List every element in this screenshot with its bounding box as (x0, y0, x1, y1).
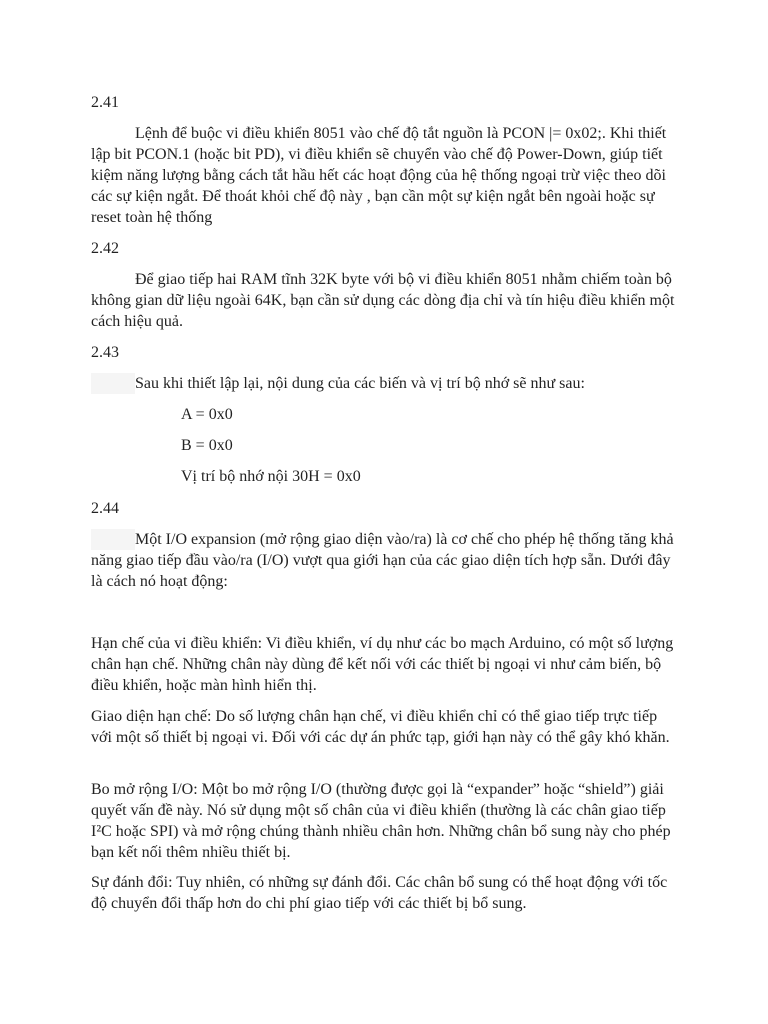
value-line-30h: Vị trí bộ nhớ nội 30H = 0x0 (181, 468, 361, 485)
section-number-2-42: 2.42 (91, 240, 119, 257)
point-microcontroller-limits: Hạn chế của vi điều khiển: Vi điều khiển, ví dụ như các bo mạch Arduino, có một số lượng chân hạn chế. Những chân này dùng để kết nối với các thiết bị ngoại vi như cảm biến, bộ điều khiển, hoặc màn hình hiển thị. (91, 635, 674, 694)
section-number-2-43: 2.43 (91, 344, 119, 361)
point-io-expansion-board: Bo mở rộng I/O: Một bo mở rộng I/O (thường được gọi là “expander” hoặc “shield”) giải quyết vấn đề này. Nó sử dụng một số chân của vi điều khiển (thường là các chân giao tiếp I²C hoặc SPI) và mở rộng chúng thành nhiều chân hơn. Những chân bổ sung này cho phép bạn kết nối thêm nhiều thiết bị. (91, 781, 671, 861)
section-2-44-paragraph-text: Một I/O expansion (mở rộng giao diện vào/ra) là cơ chế cho phép hệ thống tăng khả năng giao tiếp đầu vào/ra (I/O) vượt qua giới hạn của các giao diện tích hợp sẵn. Dưới đây là cách nó hoạt động: (91, 531, 674, 590)
section-2-43-paragraph-text: Sau khi thiết lập lại, nội dung của các biến và vị trí bộ nhớ sẽ như sau: (135, 375, 585, 392)
section-number-2-44: 2.44 (91, 500, 119, 517)
section-2-44-paragraph (91, 529, 681, 592)
section-2-42-paragraph: Để giao tiếp hai RAM tĩnh 32K byte với bộ vi điều khiển 8051 nhằm chiếm toàn bộ không gian dữ liệu ngoài 64K, bạn cần sử dụng các dòng địa chỉ và tín hiệu điều khiển một cách hiệu quả. (91, 271, 675, 330)
section-number-2-41: 2.41 (91, 94, 119, 111)
value-line-a: A = 0x0 (181, 406, 233, 423)
point-tradeoff: Sự đánh đổi: Tuy nhiên, có những sự đánh đổi. Các chân bổ sung có thể hoạt động với tốc độ chuyển đổi thấp hơn do chi phí giao tiếp với các thiết bị bổ sung. (91, 874, 668, 912)
point-interface-limits: Giao diện hạn chế: Do số lượng chân hạn chế, vi điều khiển chỉ có thể giao tiếp trực tiếp với một số thiết bị ngoại vi. Đối với các dự án phức tạp, giới hạn này có thể gây khó khăn. (91, 708, 670, 746)
value-line-b: B = 0x0 (181, 437, 233, 454)
section-2-41-paragraph: Lệnh để buộc vi điều khiển 8051 vào chế độ tắt nguồn là PCON |= 0x02;. Khi thiết lập bit PCON.1 (hoặc bit PD), vi điều khiển sẽ chuyển vào chế độ Power-Down, giúp tiết kiệm năng lượng bằng cách tắt hầu hết các hoạt động của hệ thống ngoại trừ việc theo dõi các sự kiện ngắt. Để thoát khỏi chế độ này , bạn cần một sự kiện ngắt bên ngoài hoặc sự reset toàn hệ thống (91, 125, 667, 226)
section-2-43-paragraph (91, 373, 681, 394)
